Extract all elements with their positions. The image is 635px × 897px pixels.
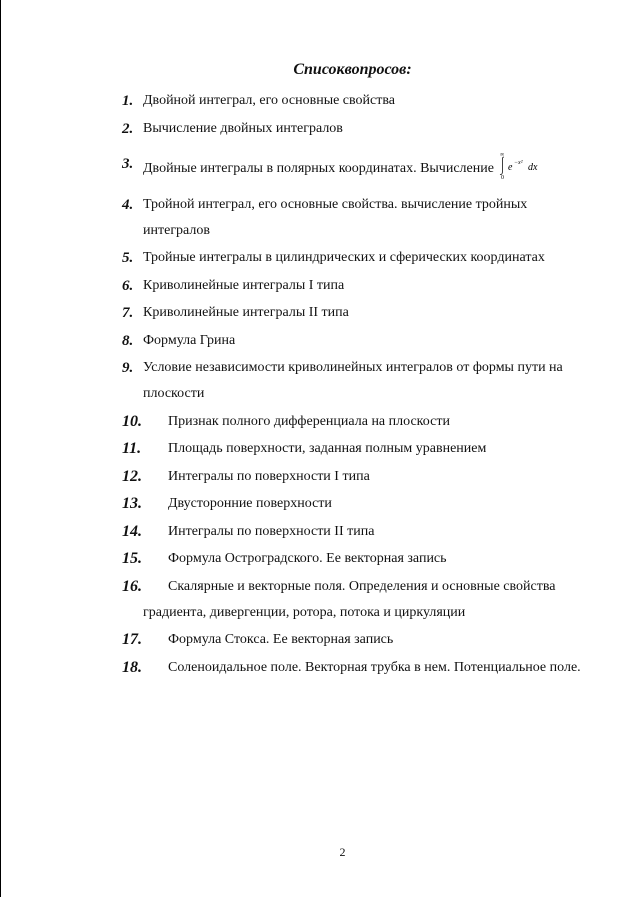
item-number: 10. — [122, 412, 142, 430]
item-text: Условие независимости криволинейных интегралов от формы пути на плоскости — [143, 360, 563, 401]
item-number: 8. — [122, 332, 134, 349]
list-item — [122, 655, 592, 681]
list-item — [122, 409, 592, 435]
list-item — [122, 300, 592, 326]
item-number: 17. — [122, 631, 142, 648]
item-text: Формула Остроградского. Ее векторная запись — [168, 551, 447, 566]
item-number: 1. — [122, 93, 134, 109]
item-text: Вычисление двойных интегралов — [143, 120, 343, 136]
item-text: Соленоидальное поле. Векторная трубка в нем. Потенциальное поле. — [168, 659, 581, 675]
integral-differential: dx — [527, 162, 538, 173]
item-text: Тройные интегралы в цилиндрических и сферических координатах — [143, 250, 545, 265]
item-text: Криволинейные интегралы II типа — [143, 305, 349, 320]
list-item — [122, 273, 592, 299]
page-left-border — [0, 0, 1, 897]
integral-sign — [500, 157, 504, 175]
item-number: 3. — [122, 156, 134, 172]
item-text: Признак полного дифференциала на плоскости — [168, 413, 450, 429]
integral-formula — [498, 151, 548, 179]
list-item — [122, 519, 592, 545]
item-number: 11. — [122, 440, 142, 457]
integrand-exponent: −x² — [513, 160, 523, 166]
list-item — [122, 116, 592, 142]
list-item — [122, 88, 592, 114]
item-number: 15. — [122, 550, 142, 567]
list-item — [122, 143, 592, 190]
list-item — [122, 245, 592, 271]
item-number: 5. — [122, 250, 134, 266]
list-item — [122, 355, 592, 407]
item-text: Скалярные и векторные поля. Определения и основные свойства градиента, дивергенции, ротора, потока и циркуляции — [143, 578, 556, 620]
item-text: Интегралы по поверхности I типа — [168, 468, 370, 484]
item-number: 9. — [122, 360, 134, 376]
list-item — [122, 574, 592, 626]
integrand-base: e — [507, 162, 513, 173]
item-number: 18. — [122, 658, 142, 676]
item-number: 4. — [122, 196, 134, 213]
item-number: 12. — [122, 467, 142, 485]
page-number: 2 — [339, 845, 346, 859]
item-text: Тройной интеграл, его основные свойства. вычисление тройных интегралов — [143, 196, 528, 238]
list-item — [122, 491, 592, 517]
integral-formula-svg — [498, 151, 548, 179]
integral-lower-limit: 0 — [500, 175, 504, 179]
list-item — [122, 328, 592, 354]
item-text: Формула Грина — [143, 332, 236, 348]
page-title: Списоквопросов: — [293, 61, 412, 78]
list-item — [122, 546, 592, 572]
list-item — [122, 192, 592, 244]
item-number: 16. — [122, 577, 142, 595]
item-text: Двусторонние поверхности — [168, 496, 332, 511]
item-number: 7. — [122, 305, 134, 321]
item-text: Интегралы по поверхности II типа — [168, 523, 375, 539]
item-number: 14. — [122, 522, 142, 540]
item-text: Площадь поверхности, заданная полным уравнением — [168, 441, 487, 456]
item-text: Двойные интегралы в полярных координатах. Вычисление — [143, 161, 494, 176]
item-text: Формула Стокса. Ее векторная запись — [168, 632, 394, 647]
list-item — [122, 627, 592, 653]
item-text: Криволинейные интегралы I типа — [143, 277, 345, 293]
item-text: Двойной интеграл, его основные свойства — [143, 93, 395, 108]
integral-upper-limit: ∞ — [499, 152, 505, 158]
list-item — [122, 464, 592, 490]
item-text-with-formula — [122, 151, 592, 182]
item-number: 6. — [122, 277, 134, 294]
question-list — [122, 88, 592, 682]
item-number: 2. — [122, 120, 134, 137]
list-item — [122, 436, 592, 462]
item-number: 13. — [122, 495, 142, 512]
